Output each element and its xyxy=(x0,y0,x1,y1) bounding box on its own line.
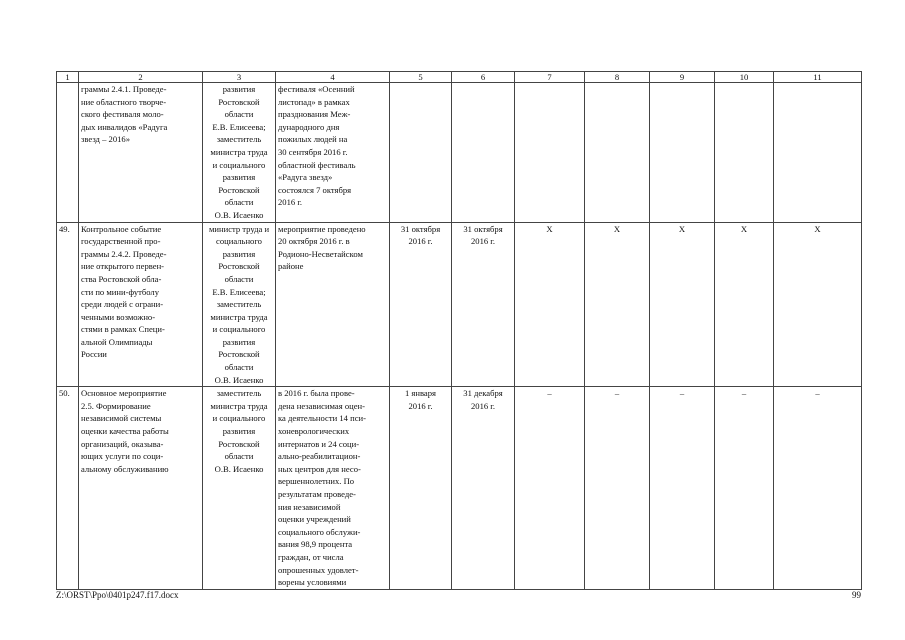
column-header: 9 xyxy=(650,72,715,83)
row-number-cell xyxy=(57,83,79,223)
result-cell: мероприятие проведено 20 октября 2016 г. в Родионо-Несветайском районе xyxy=(276,222,390,387)
measure-cell: Основное мероприятие 2.5. Формирование независимой системы оценки качества работы организаций, оказыва- ющих услуги по соци- альному обслуживанию xyxy=(79,387,203,590)
value-cell: Х xyxy=(774,222,862,387)
table-row xyxy=(57,222,862,387)
responsible-cell: развития Ростовской области Е.В. Елисеева; заместитель министра труда и социального развития Ростовской области О.В. Исаенко xyxy=(203,83,276,223)
value-cell xyxy=(515,83,585,223)
value-cell xyxy=(774,83,862,223)
column-header: 7 xyxy=(515,72,585,83)
value-cell: – xyxy=(774,387,862,590)
column-header: 10 xyxy=(715,72,774,83)
planned-date-cell: 1 января 2016 г. xyxy=(390,387,452,590)
responsible-cell: министр труда и социального развития Ростовской области Е.В. Елисеева; заместитель министра труда и социального развития Ростовской области О.В. Исаенко xyxy=(203,222,276,387)
actual-date-cell xyxy=(452,83,515,223)
report-table xyxy=(56,71,862,590)
result-cell: фестиваля «Осенний листопад» в рамках празднования Меж- дународного дня пожилых людей на 30 сентября 2016 г. областной фестиваль «Радуга звезд» состоялся 7 октября 2016 г. xyxy=(276,83,390,223)
column-header: 4 xyxy=(276,72,390,83)
column-header: 11 xyxy=(774,72,862,83)
responsible-cell: заместитель министра труда и социального развития Ростовской области О.В. Исаенко xyxy=(203,387,276,590)
value-cell xyxy=(715,83,774,223)
value-cell: Х xyxy=(585,222,650,387)
column-header: 3 xyxy=(203,72,276,83)
row-number-cell: 49. xyxy=(57,222,79,387)
table-row xyxy=(57,387,862,590)
column-header: 6 xyxy=(452,72,515,83)
footer-file-path: Z:\ORST\Ppo\0401p247.f17.docx xyxy=(56,590,179,600)
column-header: 5 xyxy=(390,72,452,83)
table-row xyxy=(57,83,862,223)
value-cell: – xyxy=(515,387,585,590)
measure-cell: Контрольное событие государственной про- граммы 2.4.2. Проведе- ние открытого первен- ства Ростовской обла- сти по мини-футболу среди людей с ограни- ченными возможно- стями в рамках Специ- альной Олимпиады России xyxy=(79,222,203,387)
value-cell: – xyxy=(650,387,715,590)
measure-cell: граммы 2.4.1. Проведе- ние областного творче- ского фестиваля моло- дых инвалидов «Радуга звезд – 2016» xyxy=(79,83,203,223)
value-cell: – xyxy=(585,387,650,590)
row-number-cell: 50. xyxy=(57,387,79,590)
header-row xyxy=(57,72,862,83)
value-cell: – xyxy=(715,387,774,590)
value-cell: Х xyxy=(650,222,715,387)
actual-date-cell: 31 октября 2016 г. xyxy=(452,222,515,387)
value-cell xyxy=(650,83,715,223)
planned-date-cell: 31 октября 2016 г. xyxy=(390,222,452,387)
value-cell: Х xyxy=(715,222,774,387)
planned-date-cell xyxy=(390,83,452,223)
column-header: 1 xyxy=(57,72,79,83)
column-header: 2 xyxy=(79,72,203,83)
value-cell xyxy=(585,83,650,223)
value-cell: Х xyxy=(515,222,585,387)
result-cell: в 2016 г. была прове- дена независимая оцен- ка деятельности 14 пси- хоневрологических интернатов и 24 соци- ально-реабилитацион- ных центров для несо- вершеннолетних. По результатам проведе- ния независимой оценки учреждений социального обслужи- вания 98,9 процента граждан, от числа опрошенных удовлет- ворены условиями xyxy=(276,387,390,590)
page-number: 99 xyxy=(852,590,861,600)
column-header: 8 xyxy=(585,72,650,83)
actual-date-cell: 31 декабря 2016 г. xyxy=(452,387,515,590)
